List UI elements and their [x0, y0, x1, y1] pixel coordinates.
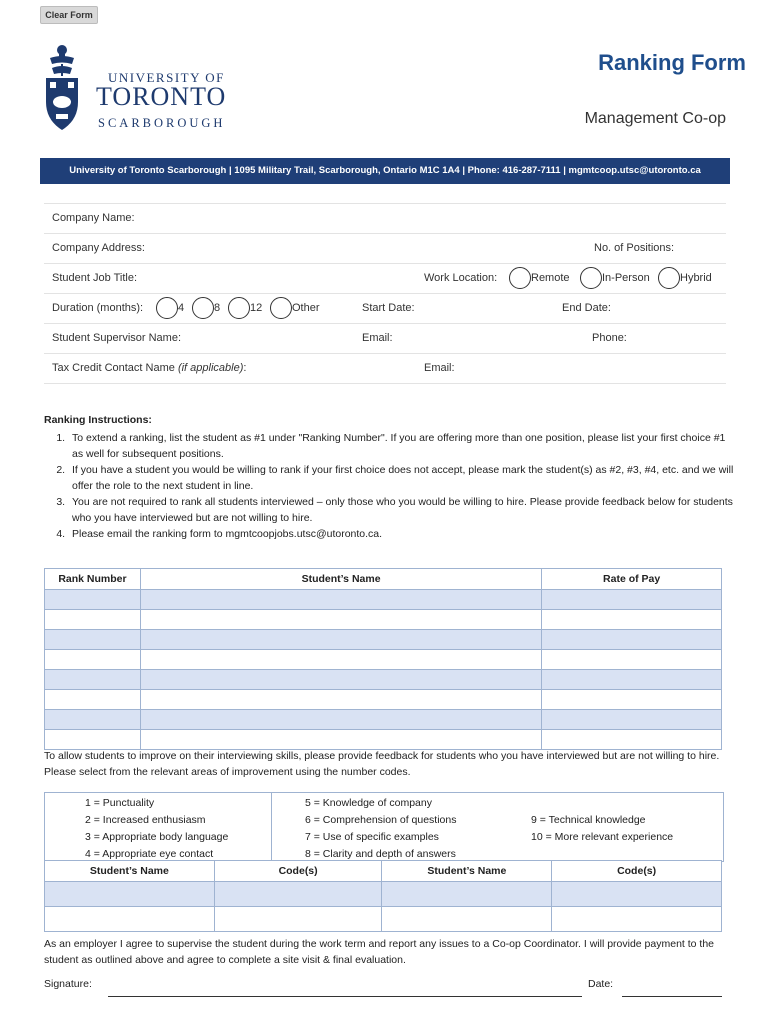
code-item: 5 = Knowledge of company — [305, 797, 432, 809]
radio-duration-8[interactable] — [192, 297, 214, 319]
codes-divider — [271, 793, 272, 861]
rank-cell[interactable] — [45, 690, 141, 710]
instruction-item: 1. To extend a ranking, list the student as #1 under "Ranking Number". If you are offering more than one position, please list your first choice #1 as well for subsequent positions. — [68, 430, 734, 462]
duration-row — [44, 294, 726, 324]
table-row — [45, 907, 722, 932]
rank-cell[interactable] — [45, 630, 141, 650]
fb-codes-header-2: Code(s) — [552, 861, 722, 882]
fb-codes-header: Code(s) — [214, 861, 382, 882]
code-item: 1 = Punctuality — [85, 797, 155, 809]
supervisor-row[interactable] — [44, 324, 726, 354]
clear-form-button[interactable]: Clear Form — [40, 6, 98, 24]
table-row — [45, 690, 722, 710]
code-item: 6 = Comprehension of questions — [305, 814, 457, 826]
fb-name-cell[interactable] — [382, 882, 552, 907]
table-row — [45, 650, 722, 670]
name-cell[interactable] — [140, 670, 541, 690]
table-row — [45, 590, 722, 610]
employer-info-form — [44, 203, 726, 384]
radio-duration-other[interactable] — [270, 297, 292, 319]
form-title: Ranking Form — [598, 50, 746, 75]
code-item: 2 = Increased enthusiasm — [85, 814, 206, 826]
signature-label: Signature: — [44, 978, 92, 990]
phone-label: Phone: — [592, 332, 627, 344]
pay-cell[interactable] — [542, 670, 722, 690]
duration-other-label: Other — [292, 302, 320, 314]
name-cell[interactable] — [140, 710, 541, 730]
crest-icon — [42, 44, 82, 134]
company-address-row[interactable] — [44, 234, 726, 264]
supervisor-email-label: Email: — [362, 332, 393, 344]
rank-cell[interactable] — [45, 650, 141, 670]
code-item: 7 = Use of specific examples — [305, 831, 439, 843]
pay-cell[interactable] — [542, 610, 722, 630]
name-cell[interactable] — [140, 630, 541, 650]
pay-cell[interactable] — [542, 590, 722, 610]
table-row — [45, 630, 722, 650]
radio-duration-12[interactable] — [228, 297, 250, 319]
pay-cell[interactable] — [542, 730, 722, 750]
code-item: 10 = More relevant experience — [531, 831, 674, 843]
instruction-item: 4. Please email the ranking form to mgmtcoopjobs.utsc@utoronto.ca. — [68, 526, 734, 542]
job-title-row[interactable] — [44, 264, 726, 294]
table-row — [45, 670, 722, 690]
fb-student-name-header: Student’s Name — [45, 861, 215, 882]
signature-line[interactable] — [108, 996, 582, 997]
duration-4-label: 4 — [178, 302, 185, 314]
company-address-label: Company Address: — [52, 242, 145, 254]
rank-cell[interactable] — [45, 670, 141, 690]
remote-label: Remote — [531, 272, 570, 284]
pay-cell[interactable] — [542, 710, 722, 730]
pay-cell[interactable] — [542, 650, 722, 670]
contact-banner: University of Toronto Scarborough | 1095 Military Trail, Scarborough, Ontario M1C 1A4 | Phone: 416-287-7111 | mgmtcoop.utsc@utoronto.ca — [40, 158, 730, 184]
name-cell[interactable] — [140, 730, 541, 750]
tax-email-label: Email: — [424, 362, 455, 374]
codes-column-2 — [305, 795, 456, 863]
in-person-label: In-Person — [602, 272, 650, 284]
table-row — [45, 730, 722, 750]
pay-cell[interactable] — [542, 630, 722, 650]
rank-cell[interactable] — [45, 590, 141, 610]
fb-name-cell[interactable] — [45, 882, 215, 907]
ranking-header-row — [45, 569, 722, 590]
code-item: 3 = Appropriate body language — [85, 831, 229, 843]
code-item: 8 = Clarity and depth of answers — [305, 848, 456, 860]
job-title-label: Student Job Title: — [52, 272, 137, 284]
form-subtitle: Management Co-op — [584, 110, 726, 127]
rank-cell[interactable] — [45, 610, 141, 630]
instructions-list — [44, 430, 734, 542]
fb-code-cell[interactable] — [214, 907, 382, 932]
table-row — [45, 610, 722, 630]
duration-12-label: 12 — [250, 302, 263, 314]
codes-column-3 — [531, 812, 673, 846]
rank-cell[interactable] — [45, 730, 141, 750]
ranking-table — [44, 568, 722, 750]
codes-column-1 — [85, 795, 228, 863]
tax-contact-row[interactable] — [44, 354, 726, 384]
company-name-row[interactable] — [44, 203, 726, 234]
table-row — [45, 710, 722, 730]
radio-in-person[interactable] — [580, 267, 602, 289]
radio-hybrid[interactable] — [658, 267, 680, 289]
code-item: 4 = Appropriate eye contact — [85, 848, 214, 860]
table-row — [45, 882, 722, 907]
duration-8-label: 8 — [214, 302, 221, 314]
fb-code-cell[interactable] — [552, 907, 722, 932]
instruction-item: 3. You are not required to rank all students interviewed – only those who you would be willing to hire. Please provide feedback below for students who you have interviewed but are not willing to hire. — [68, 494, 734, 526]
end-date-label: End Date: — [562, 302, 611, 314]
feedback-table — [44, 860, 722, 932]
tax-contact-colon: : — [243, 362, 247, 374]
employer-agreement: As an employer I agree to supervise the student during the work term and report any issues to a Co-op Coordinator. I will provide payment to the student as outlined above and agree to complete a site visit & final evaluation. — [44, 938, 715, 966]
hybrid-label: Hybrid — [680, 272, 712, 284]
work-location-label: Work Location: — [424, 272, 498, 284]
name-cell[interactable] — [140, 610, 541, 630]
ranking-instructions — [44, 412, 734, 542]
radio-remote[interactable] — [509, 267, 531, 289]
rank-number-header: Rank Number — [45, 569, 141, 590]
start-date-label: Start Date: — [362, 302, 415, 314]
logo-line-scarborough: SCARBOROUGH — [98, 116, 226, 130]
date-label: Date: — [588, 978, 614, 990]
university-logo — [42, 44, 252, 136]
rate-of-pay-header: Rate of Pay — [542, 569, 722, 590]
fb-student-name-header-2: Student’s Name — [382, 861, 552, 882]
company-name-label: Company Name: — [52, 212, 135, 224]
name-cell[interactable] — [140, 650, 541, 670]
logo-line-toronto: TORONTO — [96, 82, 227, 111]
name-cell[interactable] — [140, 590, 541, 610]
duration-label: Duration (months): — [52, 302, 144, 314]
tax-contact-text: Tax Credit Contact Name — [52, 362, 178, 374]
improvement-codes — [44, 792, 724, 862]
radio-duration-4[interactable] — [156, 297, 178, 319]
date-line[interactable] — [622, 996, 722, 997]
supervisor-label: Student Supervisor Name: — [52, 332, 182, 344]
feedback-header-row — [45, 861, 722, 882]
instruction-item: 2. If you have a student you would be willing to rank if your first choice does not accept, please mark the student(s) as #2, #3, #4, etc. and we will offer the role to the next student in line. — [68, 462, 734, 494]
fb-name-cell[interactable] — [382, 907, 552, 932]
fb-code-cell[interactable] — [552, 882, 722, 907]
fb-name-cell[interactable] — [45, 907, 215, 932]
tax-contact-note: (if applicable) — [177, 362, 244, 374]
name-cell[interactable] — [140, 690, 541, 710]
feedback-instructions: To allow students to improve on their interviewing skills, please provide feedback for students who you have interviewed but are not willing to hire. Please select from the relevant areas of improvement using the number codes. — [44, 750, 720, 778]
pay-cell[interactable] — [542, 690, 722, 710]
student-name-header: Student’s Name — [140, 569, 541, 590]
num-positions-label: No. of Positions: — [594, 242, 675, 254]
code-item: 9 = Technical knowledge — [531, 814, 646, 826]
rank-cell[interactable] — [45, 710, 141, 730]
fb-code-cell[interactable] — [214, 882, 382, 907]
tax-contact-label — [52, 362, 246, 374]
logo-line-university-of: UNIVERSITY OF — [108, 70, 225, 85]
instructions-heading: Ranking Instructions: — [44, 414, 152, 426]
